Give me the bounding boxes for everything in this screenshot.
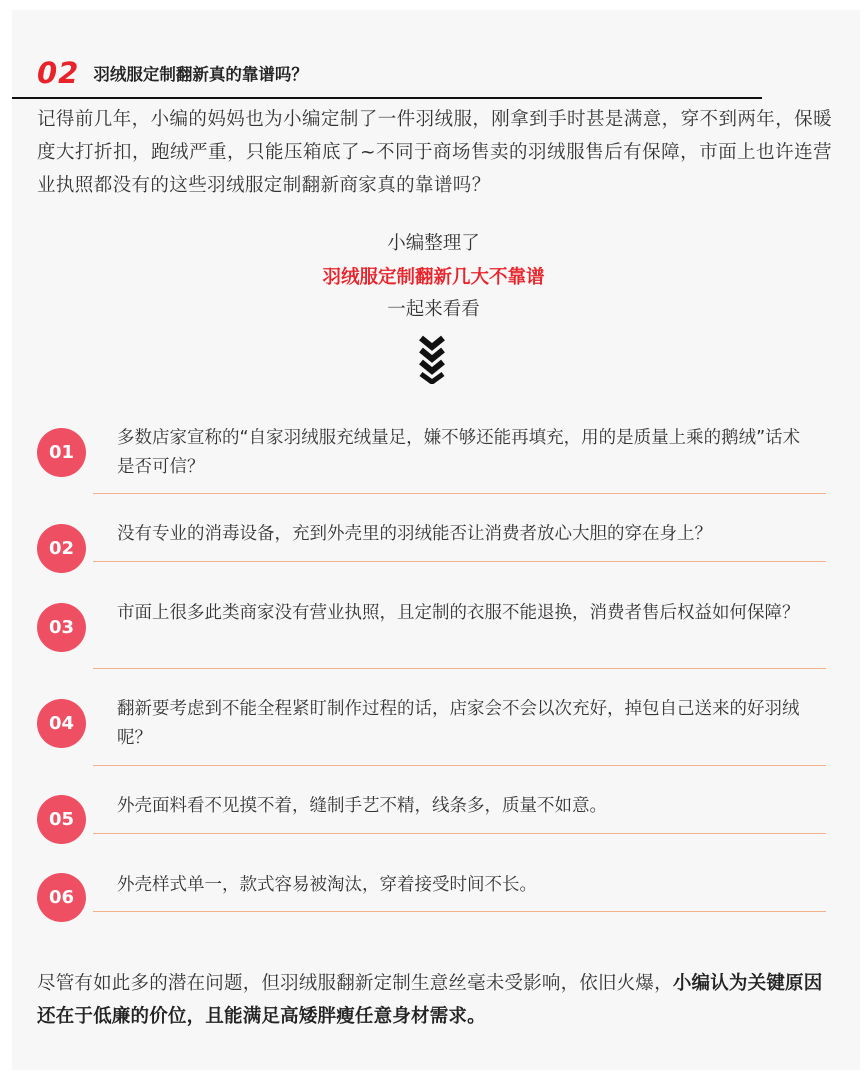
outro-bold-text: 小编认为关键原因还在于低廉的价位，且能满足高矮胖瘦任意身材需求。 bbox=[37, 973, 823, 1027]
question-number-badge: 03 bbox=[37, 603, 86, 652]
question-number-badge: 05 bbox=[37, 795, 86, 844]
outro-paragraph bbox=[37, 967, 837, 1033]
intro-paragraph: 记得前几年，小编的妈妈也为小编定制了一件羽绒服，刚拿到手时甚是满意，穿不到两年，保暖度大打折扣，跑绒严重，只能压箱底了~不同于商场售卖的羽绒服售后有保障，市面上也许连营业执照都没有的这些羽绒服定制翻新商家真的靠谱吗？ bbox=[37, 109, 832, 196]
question-text: 多数店家宣称的“自家羽绒服充绒量足，嫌不够还能再填充，用的是质量上乘的鹅绒”话术是否可信？ bbox=[117, 428, 801, 477]
question-text: 翻新要考虑到不能全程紧盯制作过程的话，店家会不会以次充好，掉包自己送来的好羽绒呢？ bbox=[117, 699, 800, 748]
question-divider bbox=[93, 833, 826, 834]
question-text: 市面上很多此类商家没有营业执照，且定制的衣服不能退换，消费者售后权益如何保障？ bbox=[117, 603, 800, 623]
question-number-badge: 06 bbox=[37, 873, 86, 922]
center-highlight: 羽绒服定制翻新几大不靠谱 bbox=[322, 267, 545, 288]
question-text: 没有专业的消毒设备，充到外壳里的羽绒能否让消费者放心大胆的穿在身上？ bbox=[117, 524, 712, 544]
section-title: 羽绒服定制翻新真的靠谱吗？ bbox=[93, 65, 308, 84]
question-number-badge: 01 bbox=[37, 428, 86, 477]
question-number-badge: 04 bbox=[37, 699, 86, 748]
section-number: 02 bbox=[37, 56, 80, 90]
section-header bbox=[37, 56, 308, 90]
question-text: 外壳面料看不见摸不着，缝制手艺不精，线条多，质量不如意。 bbox=[117, 796, 607, 816]
question-divider bbox=[93, 668, 826, 669]
center-line-3: 一起来看看 bbox=[387, 299, 480, 320]
triple-chevron-down-icon bbox=[417, 334, 447, 384]
question-divider bbox=[93, 561, 826, 562]
section-divider bbox=[12, 97, 762, 99]
question-divider bbox=[93, 765, 826, 766]
question-divider bbox=[93, 911, 826, 912]
outro-text: 尽管有如此多的潜在问题，但羽绒服翻新定制生意丝毫未受影响，依旧火爆， bbox=[37, 973, 673, 994]
question-number-badge: 02 bbox=[37, 524, 86, 573]
question-divider bbox=[93, 493, 826, 494]
question-text: 外壳样式单一，款式容易被淘汰，穿着接受时间不长。 bbox=[117, 875, 537, 895]
center-line-1: 小编整理了 bbox=[387, 233, 480, 254]
